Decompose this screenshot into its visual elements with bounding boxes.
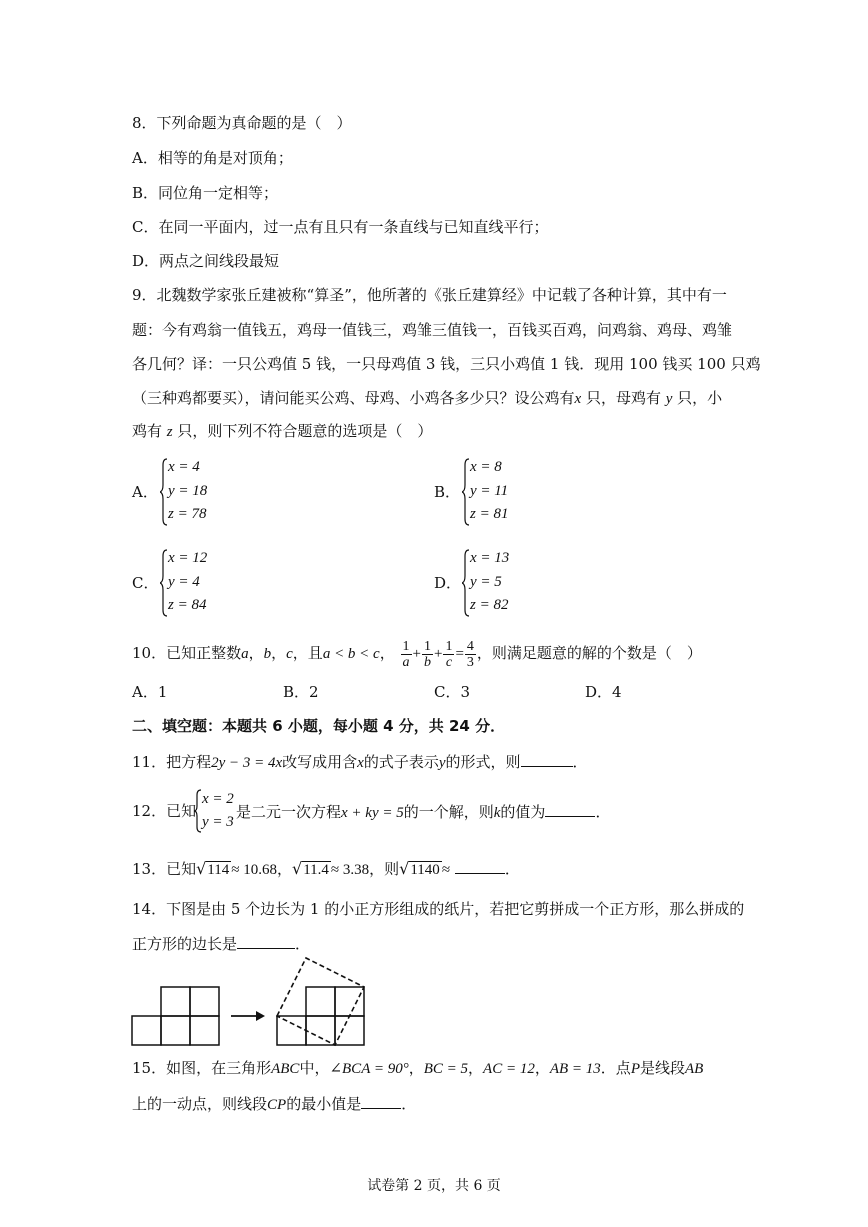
brace-icon (462, 457, 470, 527)
q13-value-2: ≈ 3.38 (330, 862, 370, 878)
dashed-square (277, 958, 364, 1045)
plus-sign: + (412, 646, 421, 662)
q10-prefix: 10．已知正整数 (132, 644, 242, 662)
system-row: y = 5 (470, 574, 502, 590)
q9-line-4-text: （三种鸡都要买），请问能买公鸡、母鸡、小鸡各多少只？设公鸡有 (132, 389, 575, 407)
q9-line-4 (132, 388, 722, 409)
q15-angle: ∠BCA = 90° (329, 1061, 409, 1077)
fraction-1-over-c: $\frac{1}{c}$ (445, 638, 453, 670)
q10-sep: ， (379, 644, 395, 662)
q10-stem (132, 638, 702, 670)
var-x: x (574, 391, 582, 407)
q12-mid: 是二元一次方程 (236, 803, 342, 821)
q15-bc: BC = 5 (423, 1061, 469, 1077)
q9-line-4-tail-1: 只，母鸡有 (581, 389, 666, 407)
q9-option-d-system (462, 548, 542, 618)
q9-line-3: 各几何？译：一只公鸡值 5 钱，一只母鸡值 3 钱，三只小鸡值 1 钱．现用 100 钱买 100 只鸡 (132, 355, 761, 373)
q11-suffix: 的形式，则 (445, 753, 521, 771)
q15-triangle: ABC (271, 1061, 300, 1077)
radicand: 114 (207, 862, 230, 878)
q13-sep: ， (276, 860, 292, 878)
five-square-shape-cut (277, 987, 364, 1045)
q10-option-a: A．1 (132, 683, 168, 701)
q8-option-c: C．在同一平面内，过一点有且只有一条直线与已知直线平行； (132, 218, 549, 236)
fraction-1-over-a: $\frac{1}{a}$ (402, 638, 410, 670)
q12-equation: x + ky = 5 (341, 805, 404, 821)
five-square-shape (132, 987, 219, 1045)
q15-line-2-suffix: 的最小值是 (286, 1095, 362, 1113)
q14-end: ． (295, 935, 311, 953)
q10-suffix: ，则满足题意的解的个数是（ ） (476, 644, 702, 662)
radicand: 1140 (410, 862, 440, 878)
q12-prefix: 12．已知 (132, 802, 197, 820)
q9-option-b-label: B． (434, 483, 461, 501)
system-row: y = 4 (168, 574, 200, 590)
radicand: 11.4 (303, 862, 329, 878)
var-x: x (357, 755, 364, 771)
system-row: x = 4 (168, 459, 200, 475)
q11-stem (132, 751, 588, 773)
q12-suffix: 的值为 (500, 803, 546, 821)
q15-sep: ， (468, 1059, 484, 1077)
q14-line-2-text: 正方形的边长是 (132, 935, 238, 953)
q11-mid2: 的式子表示 (363, 753, 439, 771)
brace-icon (160, 548, 168, 618)
q15-ab: AB = 13 (549, 1061, 601, 1077)
var-b: b (263, 646, 272, 662)
q11-equation: 2y − 3 = 4x (211, 755, 283, 771)
q10-option-d: D．4 (585, 683, 622, 701)
q10-sep: ， (248, 644, 264, 662)
system-row: x = 13 (470, 550, 510, 566)
page-footer: 试卷第 2 页，共 6 页 (367, 1178, 501, 1194)
system-row: x = 12 (168, 550, 208, 566)
brace-icon (462, 548, 470, 618)
q8-option-d: D．两点之间线段最短 (132, 252, 280, 270)
q13-prefix: 13．已知 (132, 860, 197, 878)
answer-blank[interactable] (361, 1093, 401, 1109)
q13-stem (132, 858, 520, 880)
q9-line-4-tail-2: 只，小 (672, 389, 723, 407)
sqrt-icon: √ (399, 859, 410, 878)
var-c: c (286, 646, 293, 662)
q9-line-5-b: 只，则下列不符合题意的选项是（ ） (172, 422, 433, 440)
equals-sign: = (455, 646, 464, 662)
q9-line-1: 9．北魏数学家张丘建被称“算圣”，他所著的《张丘建算经》中记载了各种计算，其中有一 (132, 286, 727, 304)
q10-option-b: B．2 (283, 683, 319, 701)
q13-end: ． (504, 860, 520, 878)
q15-line-2 (132, 1093, 416, 1115)
q14-figure (128, 955, 378, 1050)
q15-mid3: 是线段 (639, 1059, 685, 1077)
q12-mid2: 的一个解，则 (403, 803, 494, 821)
q10-cond-prefix: ，且 (292, 644, 323, 662)
q10-inequality: a < b < c (322, 646, 380, 662)
var-p: P (630, 1061, 640, 1077)
plus-sign: + (433, 646, 443, 662)
q15-prefix: 15．如图，在三角形 (132, 1059, 272, 1077)
var-y: y (665, 391, 673, 407)
q15-line-1 (132, 1058, 703, 1079)
approx-sign: ≈ (441, 862, 451, 878)
q10-option-c: C．3 (434, 683, 471, 701)
answer-blank[interactable] (237, 933, 295, 949)
sqrt-icon: √ (292, 859, 303, 878)
q15-end: ． (401, 1095, 417, 1113)
q13-value-1: ≈ 10.68 (231, 862, 277, 878)
system-row: x = 8 (470, 459, 502, 475)
var-y: y (438, 755, 446, 771)
q9-option-a-system (160, 457, 240, 527)
q10-sep: ， (271, 644, 287, 662)
q13-mid: ，则 (369, 860, 400, 878)
answer-blank[interactable] (545, 801, 595, 817)
system-row: z = 78 (168, 506, 207, 522)
q15-ab-segment: AB (685, 1061, 704, 1077)
q15-sep: ， (408, 1059, 424, 1077)
q9-option-b-system (462, 457, 542, 527)
q9-line-2: 题：今有鸡翁一值钱五，鸡母一值钱三，鸡雏三值钱一，百钱买百鸡，问鸡翁、鸡母、鸡雏 (132, 321, 733, 339)
var-k: k (493, 805, 501, 821)
fraction-1-over-b: $\frac{1}{b}$ (423, 638, 431, 670)
q15-cp: CP (267, 1097, 287, 1113)
q15-line-2-prefix: 上的一动点，则线段 (132, 1095, 268, 1113)
q8-option-a: A．相等的角是对顶角； (132, 149, 293, 167)
system-row: y = 11 (470, 483, 509, 499)
sqrt-icon: √ (196, 859, 207, 878)
arrow-icon (231, 1011, 265, 1021)
q11-mid: 改写成用含 (282, 753, 358, 771)
q9-line-5 (132, 421, 432, 442)
q15-sep: ， (534, 1059, 550, 1077)
q15-ac: AC = 12 (483, 1061, 535, 1077)
q12-end: ． (595, 803, 611, 821)
system-row: y = 18 (168, 483, 208, 499)
brace-icon (194, 788, 202, 834)
q9-option-c-label: C． (132, 574, 159, 592)
q14-line-2 (132, 933, 310, 954)
var-z: z (166, 424, 173, 440)
system-row: z = 82 (470, 597, 509, 613)
q11-end: ． (572, 753, 588, 771)
var-a: a (241, 646, 249, 662)
system-row: x = 2 (202, 791, 234, 807)
answer-blank[interactable] (455, 858, 505, 874)
system-row: y = 3 (202, 814, 234, 830)
system-row: z = 84 (168, 597, 207, 613)
section-heading: 二、填空题：本题共 6 小题，每小题 4 分，共 24 分． (132, 717, 506, 735)
system-row: z = 81 (470, 506, 509, 522)
brace-icon (160, 457, 168, 527)
q12-system (194, 788, 234, 834)
q9-line-5-a: 鸡有 (132, 422, 167, 440)
q14-line-1: 14．下图是由 5 个边长为 1 的小正方形组成的纸片，若把它剪拼成一个正方形，那么拼成的 (132, 900, 745, 918)
q12-rest (236, 801, 610, 823)
q8-stem: 8．下列命题为真命题的是（ ） (132, 114, 352, 132)
answer-blank[interactable] (521, 751, 573, 767)
q11-prefix: 11．把方程 (132, 753, 212, 771)
q9-option-d-label: D． (434, 574, 462, 592)
fraction-4-over-3: $\frac{4}{3}$ (466, 638, 474, 670)
q9-option-a-label: A． (132, 483, 158, 501)
q8-option-b: B．同位角一定相等； (132, 184, 279, 202)
q15-mid2: ．点 (600, 1059, 631, 1077)
q9-option-c-system (160, 548, 240, 618)
q15-mid: 中， (299, 1059, 330, 1077)
